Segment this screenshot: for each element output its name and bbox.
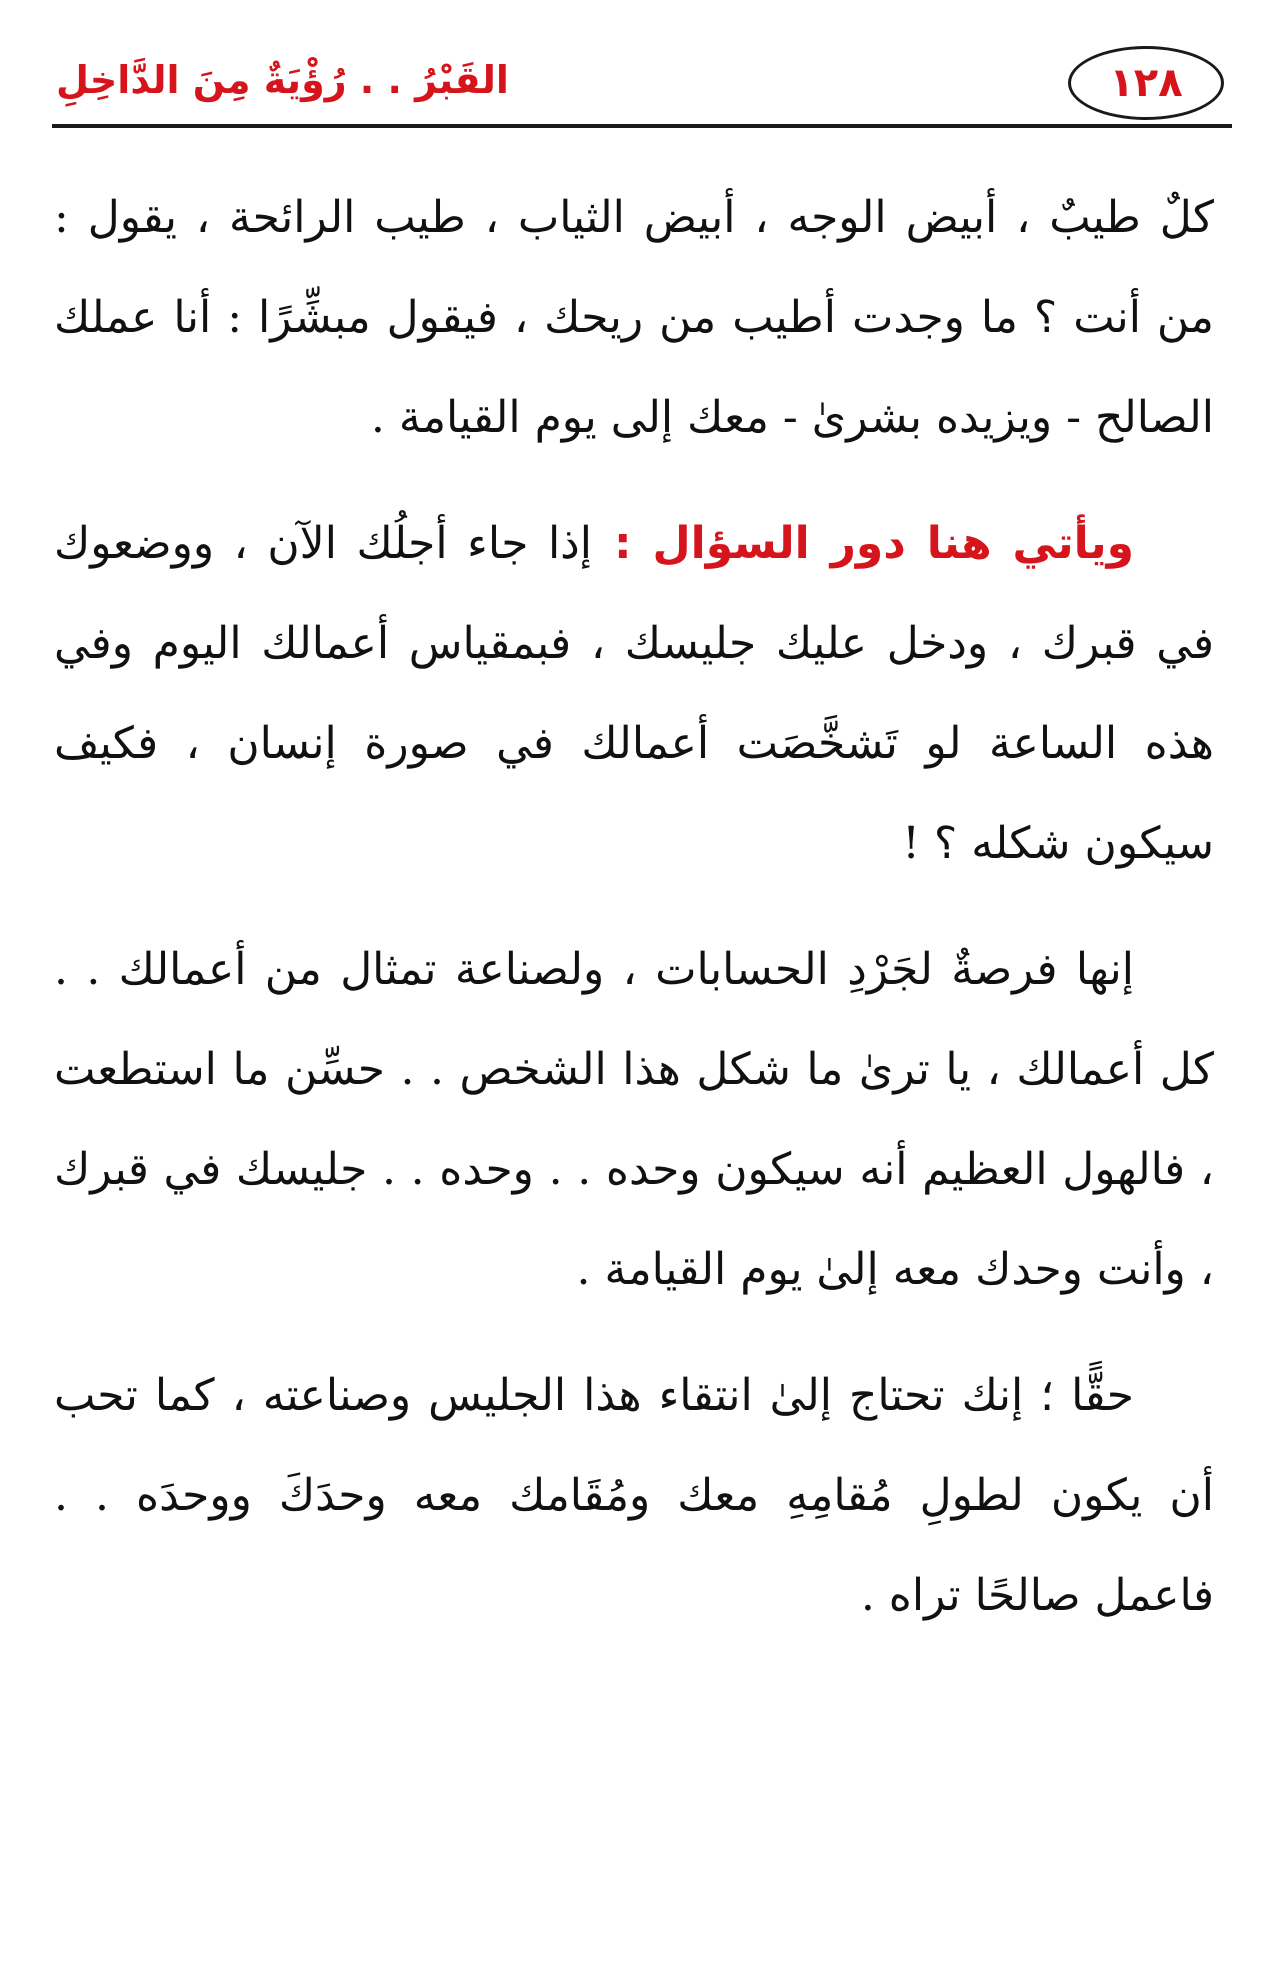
inline-heading: ويأتي هنا دور السؤال :: [614, 518, 1134, 569]
paragraph-4: حقًّا ؛ إنك تحتاج إلىٰ انتقاء هذا الجليس وصناعته ، كما تحب أن يكون لطولِ مُقامِهِ معك ومُقَامك معه وحدَكَ ووحدَه . . فاعمل صالحًا تراه .: [54, 1370, 1214, 1621]
paragraph-2: [54, 494, 1214, 894]
page-number: ١٢٨: [1068, 46, 1224, 120]
paragraph-2-text: إذا جاء أجلُك الآن ، ووضعوك في قبرك ، ودخل عليك جليسك ، فبمقياس أعمالك اليوم وفي هذه الساعة لو تَشخَّصَت أعمالك في صورة إنسان ، فكيف سيكون شكله ؟ !: [54, 518, 1215, 869]
header-divider: [52, 124, 1232, 128]
paragraph-1: كلٌ طيبٌ ، أبيض الوجه ، أبيض الثياب ، طيب الرائحة ، يقول : من أنت ؟ ما وجدت أطيب من ريحك ، فيقول مبشِّرًا : أنا عملك الصالح - ويزيده بشرىٰ - معك إلى يوم القيامة .: [54, 192, 1214, 443]
running-title: القَبْرُ . . رُؤْيَةٌ مِنَ الدَّاخِلِ: [56, 58, 509, 102]
page-body: [54, 168, 1214, 1646]
paragraph-3: إنها فرصةٌ لجَرْدِ الحسابات ، ولصناعة تمثال من أعمالك . . كل أعمالك ، يا ترىٰ ما شكل هذا الشخص . . حسِّن ما استطعت ، فالهول العظيم أنه سيكون وحده . . وحده . . جليسك في قبرك ، وأنت وحدك معه إلىٰ يوم القيامة .: [54, 944, 1214, 1295]
page-header: [52, 36, 1232, 126]
